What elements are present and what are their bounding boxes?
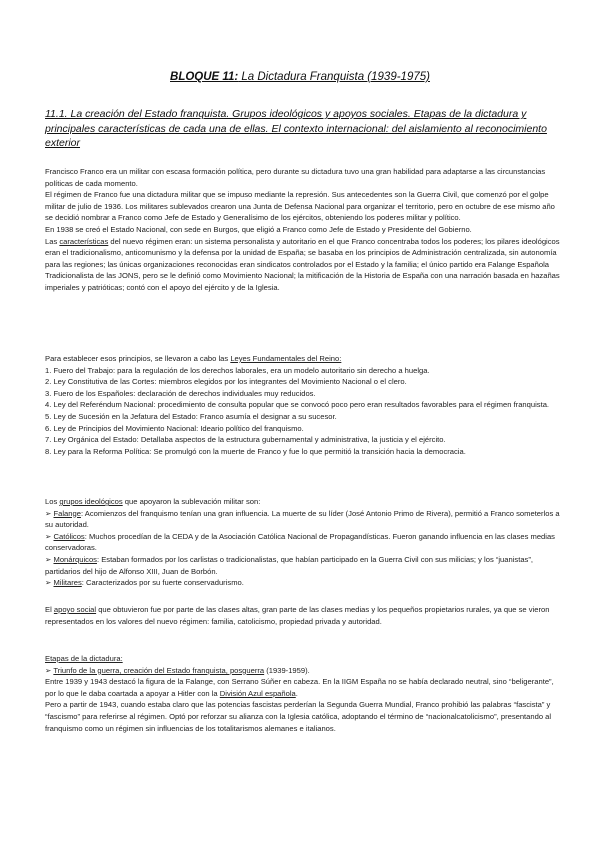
grupo-item — [45, 531, 565, 554]
arrow-bullet-icon: ➢ — [45, 665, 52, 675]
grupos-intro-pre: Los — [45, 497, 60, 506]
intro-paragraph-1: Francisco Franco era un militar con escasa formación política, pero durante su dictadura tuvo una gran habilidad para adaptarse a las circunstancias políticas de cada momento. — [45, 167, 546, 188]
section-heading: 11.1. La creación del Estado franquista. Grupos ideológicos y apoyos sociales. Etapas de la dictadura y principales características de cada una de ellas. El contexto internacional: del aislamiento al reconocimiento exterior — [45, 108, 547, 149]
grupo-item — [45, 554, 565, 577]
grupo-text: : Estaban formados por los carlistas o tradicionalistas, que habían participado en la Guerra Civil con sus milicias; y los “juanistas”, partidarios del hijo de Alfonso XIII, Juan de Borbón. — [45, 554, 533, 576]
ley-item: 2. Ley Constitutiva de las Cortes: miembros elegidos por los integrantes del Movimiento Nacional o el clero. — [45, 377, 407, 387]
intro-paragraph-3: En 1938 se creó el Estado Nacional, con sede en Burgos, que eligió a Franco como Jefe de Estado y Presidente del Gobierno. — [45, 224, 472, 234]
apoyo-paragraph — [45, 604, 565, 627]
grupos-ideologicos-link: grupos ideológicos — [59, 497, 123, 506]
etapa-1-link: Triunfo de la guerra, creación del Estado franquista, posguerra — [53, 665, 265, 675]
grupo-text: : Muchos procedían de la CEDA y de la Asociación Católica Nacional de Propagandísticas. Fueron ganando influencia en las clases medias conservadoras. — [45, 531, 555, 553]
etapa-1 — [45, 665, 565, 677]
apoyo-social-link: apoyo social — [53, 605, 97, 614]
intro-paragraph-4 — [45, 236, 565, 294]
title-rest: La Dictadura Franquista (1939-1975) — [238, 71, 430, 83]
ley-item: 6. Ley de Principios del Movimiento Nacional: Ideario político del franquismo. — [45, 423, 304, 433]
ley-item: 1. Fuero del Trabajo: para la regulación de los derechos laborales, era un modelo autoritario sin derecho a huelga. — [45, 365, 430, 375]
grupo-text: : Caracterizados por su fuerte conservadurismo. — [81, 578, 244, 588]
arrow-bullet-icon: ➢ — [45, 531, 52, 541]
grupo-item — [45, 508, 565, 531]
ley-item: 5. Ley de Sucesión en la Jefatura del Estado: Franco asumía el designar a su sucesor. — [45, 411, 337, 421]
arrow-bullet-icon: ➢ — [45, 508, 52, 518]
arrow-bullet-icon: ➢ — [45, 554, 52, 564]
etapa-1-paragraph-1 — [45, 676, 565, 699]
page-title — [0, 71, 600, 83]
ley-item: 7. Ley Orgánica del Estado: Detallaba aspectos de la estructura gubernamental y administrativa, la justicia y el ejército. — [45, 435, 446, 445]
apoyo-post: que obtuvieron fue por parte de las clases altas, gran parte de las clases medias y los pequeños propietarios rurales, ya que se vieron representados en los valores del nuevo régimen: familia, catolicismo, propiedad privada y autoridad. — [45, 605, 550, 626]
apoyo-section — [45, 604, 565, 627]
intro-section — [45, 166, 565, 294]
grupo-name: Falange — [53, 508, 81, 518]
etapas-section — [45, 653, 565, 734]
grupo-name: Católicos — [53, 531, 85, 541]
etapa-p1-pre: Entre 1939 y 1943 destacó la figura de la Falange, con Serrano Súñer en cabeza. En la IIGM España no se había declarado neutral, sino “beligerante”, por lo que le daba coartada a apoyar a Hitler con la — [45, 677, 554, 698]
etapas-title: Etapas de la dictadura: — [45, 654, 123, 663]
leyes-fundamentales-link: Leyes Fundamentales del Reino: — [230, 354, 342, 363]
grupos-section — [45, 496, 565, 589]
title-bold: BLOQUE 11: — [170, 71, 239, 83]
leyes-intro — [45, 353, 565, 365]
ley-item: 4. Ley del Referéndum Nacional: procedimiento de consulta popular que se convocó poco pero eran resultados favorables para el régimen franquista. — [45, 400, 550, 410]
etapa-p1-post: . — [295, 688, 298, 698]
arrow-bullet-icon: ➢ — [45, 578, 52, 588]
division-azul-link: División Azul española — [219, 688, 296, 698]
intro-paragraph-2: El régimen de Franco fue una dictadura militar que se impuso mediante la represión. Sus antecedentes son la Guerra Civil, que comenzó por el golpe militar de julio de 1936. Los militares sublevados crearon una Junta de Defensa Nacional para organizar el territorio, pero en octubre de ese mismo año se decidió nombrar a Franco como Jefe de Estado y Generalísimo de los ejércitos, obteniendo los poderes militar y político. — [45, 190, 555, 223]
apoyo-pre: El — [45, 605, 54, 614]
grupo-name: Monárquicos — [53, 554, 97, 564]
intro-p4-pre: Las — [45, 236, 60, 246]
ley-item: 3. Fuero de los Españoles: declaración de derechos individuales muy reducidos. — [45, 388, 316, 398]
leyes-intro-pre: Para establecer esos principios, se llevaron a cabo las — [45, 354, 231, 363]
grupo-item — [45, 577, 565, 589]
etapa-1-dates: (1939-1959). — [264, 665, 310, 675]
grupo-text: : Acomienzos del franquismo tenían una gran influencia. La muerte de su líder (José Antonio Primo de Rivera), permitió a Franco someterlos a su autoridad. — [45, 508, 560, 530]
ley-item: 8. Ley para la Reforma Política: Se promulgó con la muerte de Franco y fue lo que permitió la transición hacia la democracia. — [45, 446, 466, 456]
caracteristicas-link: características — [59, 236, 109, 246]
etapa-1-paragraph-2: Pero a partir de 1943, cuando estaba claro que las potencias fascistas perderían la Segunda Guerra Mundial, Franco prohibió las palabras “fascista” y “fascismo” para referirse al régimen. Optó por reforzar su alianza con la Iglesia católica, adoptando el término de “nacionalcatolicismo”, presentando al franquismo como un régimen sin influencias de los totalitarismos alemanes e italianos. — [45, 700, 552, 733]
grupos-intro-post: que apoyaron la sublevación militar son: — [122, 497, 261, 506]
grupos-intro — [45, 496, 565, 508]
grupo-name: Militares — [53, 578, 82, 588]
intro-p4-post: del nuevo régimen eran: un sistema personalista y autoritario en el que Franco concentraba todos los poderes; los pilares ideológicos eran el tradicionalismo, anticomunismo y la defensa por la unidad de España; se basaba en los principios de Administración centralizada, sin autonomía para las regiones; las únicas organizaciones reconocidas eran sindicatos controlados por el Estado y la familia; el único partido era Falange Española Tradicionalista de las JONS, pero se le definió como Movimiento Nacional; la mitificación de la Historia de España con una narración basada en hazañas imperiales y patrióticas; contó con el apoyo del ejército y de la Iglesia. — [45, 236, 560, 292]
leyes-section — [45, 353, 565, 457]
